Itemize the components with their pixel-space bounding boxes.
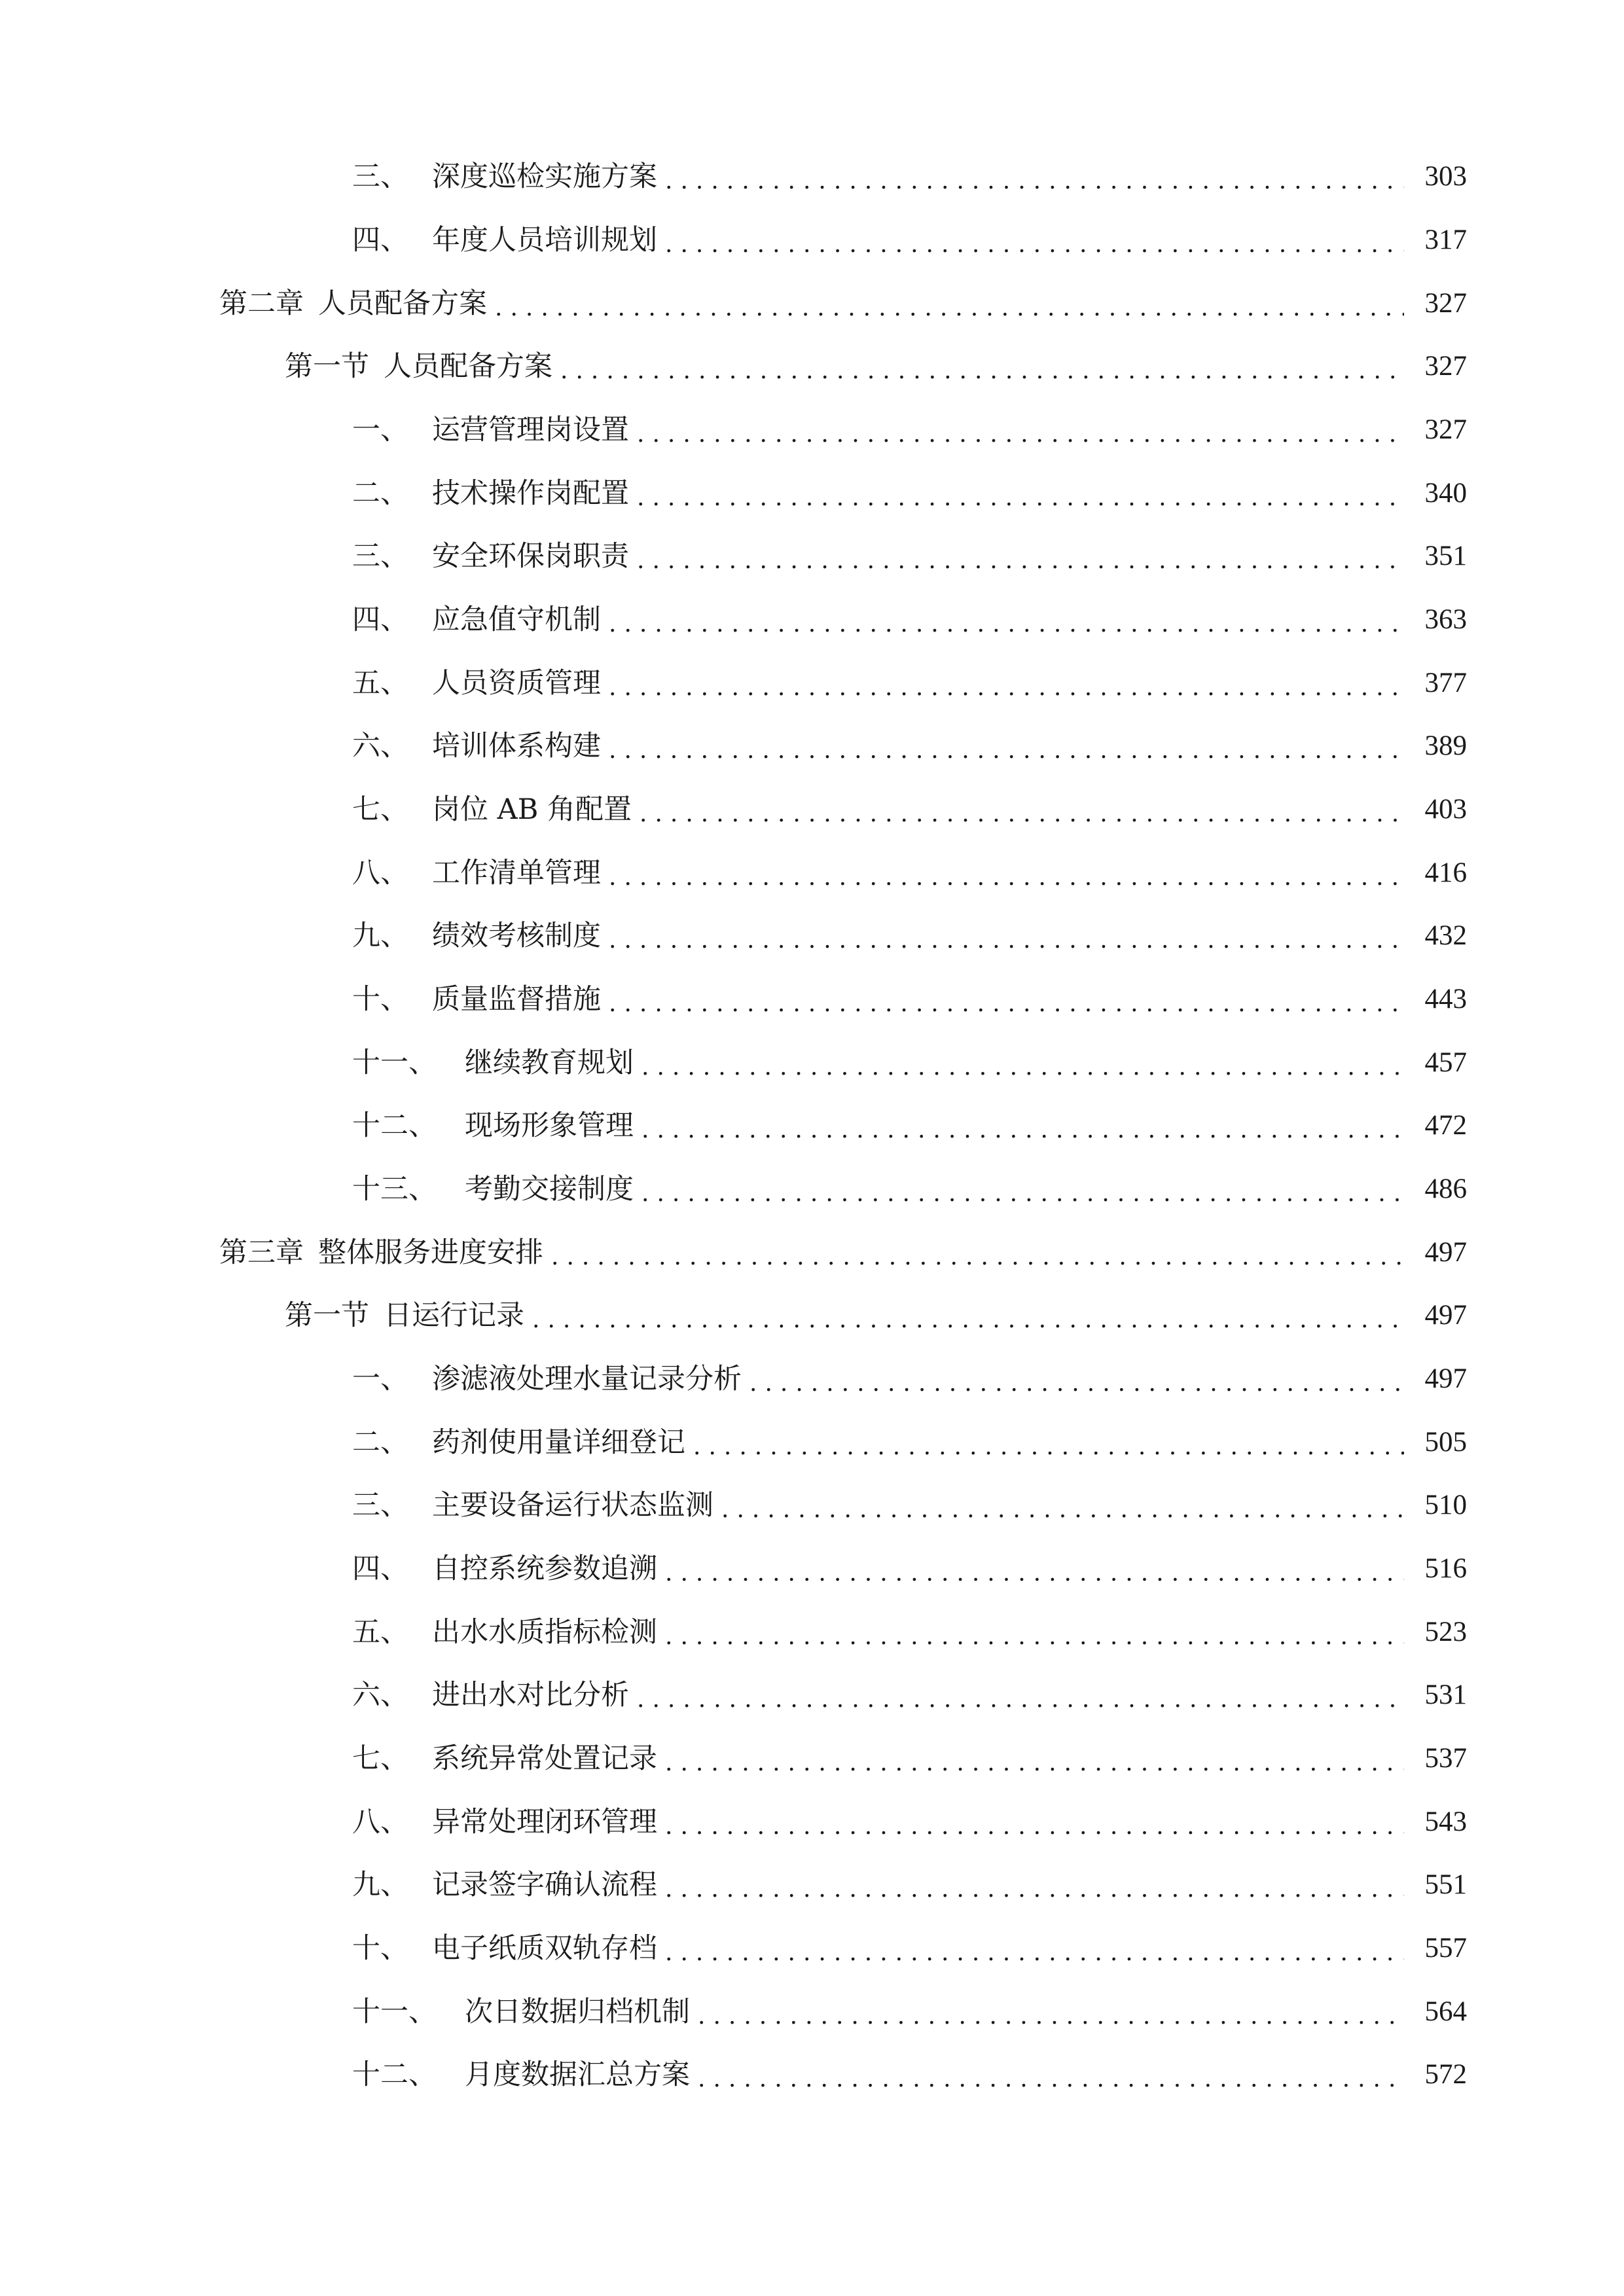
toc-entry-page: 327	[1424, 288, 1467, 319]
dot-leader	[641, 1114, 1404, 1147]
toc-entry-title: 岗位 AB 角配置	[432, 793, 632, 826]
toc-entry-page: 510	[1424, 1490, 1467, 1520]
toc-entry[interactable]	[352, 1042, 1467, 1084]
toc-entry[interactable]	[352, 1611, 1467, 1653]
toc-entry-title: 现场形象管理	[465, 1109, 634, 1142]
toc-entry-number: 一、	[352, 414, 408, 446]
dot-leader	[637, 1683, 1404, 1716]
toc-entry-page: 457	[1424, 1047, 1467, 1078]
toc-entry-page: 363	[1424, 604, 1467, 635]
dot-leader	[609, 608, 1404, 641]
dot-leader	[637, 418, 1404, 451]
toc-entry-page: 551	[1424, 1869, 1467, 1900]
toc-entry-page: 497	[1424, 1363, 1467, 1394]
toc-entry-number: 五、	[352, 667, 408, 700]
toc-entry-title: 人员配备方案	[318, 287, 487, 320]
toc-entry-title: 运营管理岗设置	[432, 414, 629, 446]
toc-entry-title: 月度数据汇总方案	[465, 2058, 690, 2091]
toc-entry-title: 继续教育规划	[465, 1047, 634, 1079]
toc-entry[interactable]	[352, 1864, 1467, 1906]
toc-entry-number: 四、	[352, 603, 408, 636]
toc-entry-title: 工作清单管理	[432, 857, 601, 889]
toc-entry-page: 432	[1424, 920, 1467, 951]
toc-entry-number: 三、	[352, 160, 408, 193]
dot-leader	[665, 1557, 1404, 1590]
dot-leader	[665, 1747, 1404, 1780]
toc-entry-number: 六、	[352, 730, 408, 762]
toc-entry-page: 351	[1424, 541, 1467, 571]
toc-entry-title: 异常处理闭环管理	[432, 1806, 657, 1839]
dot-leader	[532, 1304, 1404, 1336]
toc-entry-title: 次日数据归档机制	[465, 1996, 690, 2028]
toc-entry-number: 七、	[352, 1742, 408, 1775]
toc-entry-page: 443	[1424, 984, 1467, 1014]
toc-chapter-entry[interactable]	[219, 1232, 1467, 1274]
dot-leader	[560, 355, 1404, 387]
toc-entry-title: 深度巡检实施方案	[432, 160, 657, 193]
toc-entry-number: 第一节	[285, 1299, 369, 1332]
toc-entry-title: 主要设备运行状态监测	[432, 1489, 713, 1522]
dot-leader	[665, 165, 1404, 198]
toc-entry-page: 317	[1424, 224, 1467, 255]
toc-entry-number: 二、	[352, 1426, 408, 1459]
dot-leader	[665, 228, 1404, 261]
toc-entry-page: 377	[1424, 668, 1467, 698]
toc-entry-page: 505	[1424, 1427, 1467, 1458]
dot-leader	[640, 798, 1404, 831]
toc-entry-number: 三、	[352, 540, 408, 573]
toc-entry-number: 二、	[352, 477, 408, 510]
toc-entry-page: 327	[1424, 351, 1467, 382]
toc-entry-title: 日运行记录	[384, 1299, 524, 1332]
toc-entry-title: 系统异常处置记录	[432, 1742, 657, 1775]
toc-entry[interactable]	[352, 1422, 1467, 1463]
toc-entry[interactable]	[352, 1105, 1467, 1147]
toc-entry[interactable]	[352, 1801, 1467, 1843]
toc-entry-number: 十、	[352, 983, 408, 1016]
dot-leader	[665, 1810, 1404, 1843]
toc-entry-title: 技术操作岗配置	[432, 477, 629, 510]
toc-entry-page: 557	[1424, 1933, 1467, 1964]
toc-entry-number: 第三章	[219, 1236, 304, 1269]
toc-entry-title: 自控系统参数追溯	[432, 1552, 657, 1585]
dot-leader	[609, 861, 1404, 894]
toc-entry[interactable]	[352, 409, 1467, 451]
dot-leader	[665, 1621, 1404, 1653]
dot-leader	[721, 1494, 1404, 1526]
toc-entry[interactable]	[352, 1358, 1467, 1400]
toc-entry[interactable]	[352, 473, 1467, 514]
toc-entry-title: 考勤交接制度	[465, 1173, 634, 1206]
dot-leader	[609, 924, 1404, 957]
toc-entry[interactable]	[352, 725, 1467, 767]
toc-entry-page: 523	[1424, 1617, 1467, 1647]
toc-entry[interactable]	[352, 535, 1467, 577]
toc-entry-number: 十二、	[352, 2058, 437, 2091]
toc-entry-page: 516	[1424, 1553, 1467, 1584]
toc-entry-number: 第一节	[285, 350, 369, 383]
toc-entry-number: 三、	[352, 1489, 408, 1522]
dot-leader	[637, 545, 1404, 577]
toc-entry[interactable]	[352, 1738, 1467, 1780]
toc-entry[interactable]	[352, 915, 1467, 957]
toc-entry-number: 八、	[352, 1806, 408, 1839]
toc-entry-title: 整体服务进度安排	[318, 1236, 543, 1269]
toc-entry-page: 572	[1424, 2059, 1467, 2090]
dot-leader	[641, 1177, 1404, 1210]
dot-leader	[495, 292, 1404, 325]
dot-leader	[609, 988, 1404, 1020]
dot-leader	[637, 482, 1404, 514]
toc-entry-page: 543	[1424, 1806, 1467, 1837]
toc-entry-page: 389	[1424, 730, 1467, 761]
dot-leader	[749, 1367, 1404, 1400]
toc-entry-title: 进出水对比分析	[432, 1679, 629, 1712]
toc-entry-page: 327	[1424, 414, 1467, 445]
toc-entry[interactable]	[352, 1168, 1467, 1210]
toc-entry-title: 出水水质指标检测	[432, 1616, 657, 1649]
toc-entry[interactable]	[352, 1991, 1467, 2033]
toc-section-entry[interactable]	[285, 346, 1467, 387]
toc-entry-page: 497	[1424, 1300, 1467, 1331]
toc-entry-page: 497	[1424, 1237, 1467, 1268]
toc-entry-title: 药剂使用量详细登记	[432, 1426, 685, 1459]
toc-entry-number: 五、	[352, 1616, 408, 1649]
dot-leader	[609, 734, 1404, 767]
toc-entry-page: 531	[1424, 1679, 1467, 1710]
toc-entry-title: 培训体系构建	[432, 730, 601, 762]
toc-entry-number: 七、	[352, 793, 408, 826]
toc-entry-number: 九、	[352, 920, 408, 952]
toc-entry-number: 十三、	[352, 1173, 437, 1206]
toc-entry-title: 质量监督措施	[432, 983, 601, 1016]
toc-entry-page: 564	[1424, 1996, 1467, 2027]
toc-entry[interactable]	[352, 219, 1467, 261]
dot-leader	[641, 1051, 1404, 1084]
toc-entry-title: 电子纸质双轨存档	[432, 1932, 657, 1965]
dot-leader	[665, 1937, 1404, 1969]
toc-chapter-entry[interactable]	[219, 283, 1467, 325]
toc-entry[interactable]	[352, 1548, 1467, 1590]
dot-leader	[551, 1241, 1404, 1274]
toc-entry-number: 第二章	[219, 287, 304, 320]
dot-leader	[698, 2063, 1404, 2096]
toc-entry[interactable]	[352, 1928, 1467, 1969]
toc-entry-number: 十一、	[352, 1996, 437, 2028]
toc-entry-title: 渗滤液处理水量记录分析	[432, 1363, 742, 1395]
toc-entry-page: 537	[1424, 1743, 1467, 1774]
toc-entry-title: 应急值守机制	[432, 603, 601, 636]
toc-entry[interactable]	[352, 789, 1467, 831]
toc-entry-page: 303	[1424, 161, 1467, 192]
toc-entry[interactable]	[352, 978, 1467, 1020]
toc-section-entry[interactable]	[285, 1295, 1467, 1336]
dot-leader	[665, 1873, 1404, 1906]
toc-entry-page: 486	[1424, 1174, 1467, 1204]
toc-entry[interactable]	[352, 852, 1467, 894]
toc-entry-page: 416	[1424, 857, 1467, 888]
toc-entry-number: 八、	[352, 857, 408, 889]
toc-entry-title: 年度人员培训规划	[432, 224, 657, 257]
toc-entry-title: 安全环保岗职责	[432, 540, 629, 573]
toc-entry-number: 四、	[352, 224, 408, 257]
toc-entry-page: 340	[1424, 478, 1467, 509]
toc-entry[interactable]	[352, 1674, 1467, 1716]
dot-leader	[609, 672, 1404, 704]
toc-entry-title: 人员配备方案	[384, 350, 552, 383]
toc-entry[interactable]	[352, 599, 1467, 641]
toc-entry-title: 记录签字确认流程	[432, 1869, 657, 1901]
toc-entry-page: 403	[1424, 794, 1467, 825]
toc-entry[interactable]	[352, 2054, 1467, 2096]
toc-entry-title: 人员资质管理	[432, 667, 601, 700]
toc-entry-number: 四、	[352, 1552, 408, 1585]
toc-entry[interactable]	[352, 1484, 1467, 1526]
toc-entry-number: 十一、	[352, 1047, 437, 1079]
toc-entry-number: 一、	[352, 1363, 408, 1395]
dot-leader	[693, 1431, 1404, 1463]
toc-entry-page: 472	[1424, 1110, 1467, 1141]
toc-entry-number: 十、	[352, 1932, 408, 1965]
toc-entry-number: 十二、	[352, 1109, 437, 1142]
toc-entry[interactable]	[352, 156, 1467, 198]
dot-leader	[698, 2000, 1404, 2033]
toc-entry-number: 六、	[352, 1679, 408, 1712]
toc-entry[interactable]	[352, 662, 1467, 704]
toc-entry-number: 九、	[352, 1869, 408, 1901]
toc-entry-title: 绩效考核制度	[432, 920, 601, 952]
